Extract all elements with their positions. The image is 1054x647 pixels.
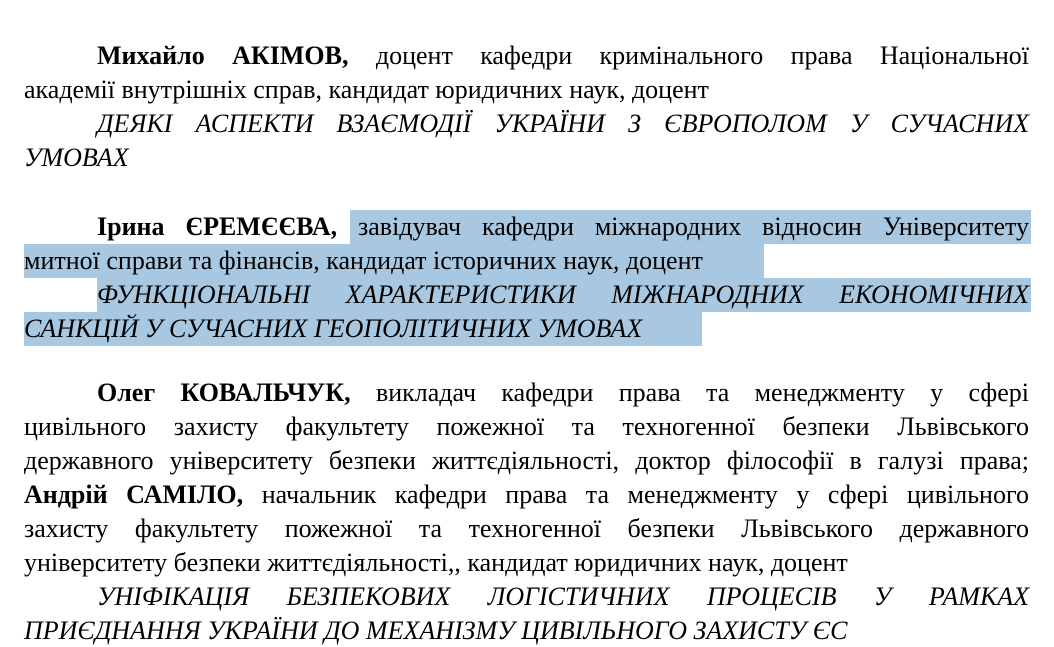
entry-1-author-line — [97, 39, 1029, 73]
entry-3-coauthor-affiliation-start: начальник кафедри права та менеджменту у сфері цивільного — [243, 480, 1029, 509]
entry-1-title-line-1: ДЕЯКІ АСПЕКТИ ВЗАЄМОДІЇ УКРАЇНИ З ЄВРОПОЛОМ У СУЧАСНИХ — [97, 109, 1029, 138]
entry-2-author: Ірина ЄРЕМЄЄВА, — [97, 212, 338, 241]
entry-1-author: Михайло АКІМОВ, — [97, 41, 349, 70]
entry-2-author-line — [97, 210, 1029, 244]
entry-3-affiliation-line-6: університету безпеки життєдіяльності,, кандидат юридичних наук, доцент — [24, 548, 848, 577]
entry-2-affiliation-start: завідувач кафедри міжнародних відносин Університету — [337, 212, 1029, 241]
entry-3-title-line-2: ПРИЄДНАННЯ УКРАЇНИ ДО МЕХАНІЗМУ ЦИВІЛЬНОГО ЗАХИСТУ ЄС — [24, 616, 848, 645]
entry-3-author-line — [97, 376, 1029, 410]
entry-2-affiliation-line: митної справи та фінансів, кандидат історичних наук, доцент — [24, 246, 703, 275]
entry-3-author: Олег КОВАЛЬЧУК, — [97, 378, 351, 407]
entry-3-coauthor-line — [24, 478, 1029, 512]
entry-2-title-line-1: ФУНКЦІОНАЛЬНІ ХАРАКТЕРИСТИКИ МІЖНАРОДНИХ ЕКОНОМІЧНИХ — [97, 280, 1029, 309]
entry-1-affiliation-line: академії внутрішніх справ, кандидат юридичних наук, доцент — [24, 75, 709, 104]
entry-3-title-line-1: УНІФІКАЦІЯ БЕЗПЕКОВИХ ЛОГІСТИЧНИХ ПРОЦЕСІВ У РАМКАХ — [97, 582, 1029, 611]
entry-1-title-line-2: УМОВАХ — [24, 143, 129, 172]
entry-3-affiliation-line-5: захисту факультету пожежної та техногенної безпеки Львівського державного — [24, 514, 1029, 543]
entry-3-affiliation-line-2: цивільного захисту факультету пожежної та техногенної безпеки Львівського — [24, 412, 1029, 441]
entry-1-affiliation-start: доцент кафедри кримінального права Національної — [348, 41, 1029, 70]
entry-3-affiliation-start: викладач кафедри права та менеджменту у сфері — [350, 378, 1029, 407]
entry-3-coauthor: Андрій САМІЛО, — [24, 480, 244, 509]
entry-3-affiliation-line-3: державного університету безпеки життєдіяльності, доктор філософії в галузі права; — [24, 446, 1029, 475]
entry-2-title-line-2: САНКЦІЙ У СУЧАСНИХ ГЕОПОЛІТИЧНИХ УМОВАХ — [24, 314, 643, 343]
